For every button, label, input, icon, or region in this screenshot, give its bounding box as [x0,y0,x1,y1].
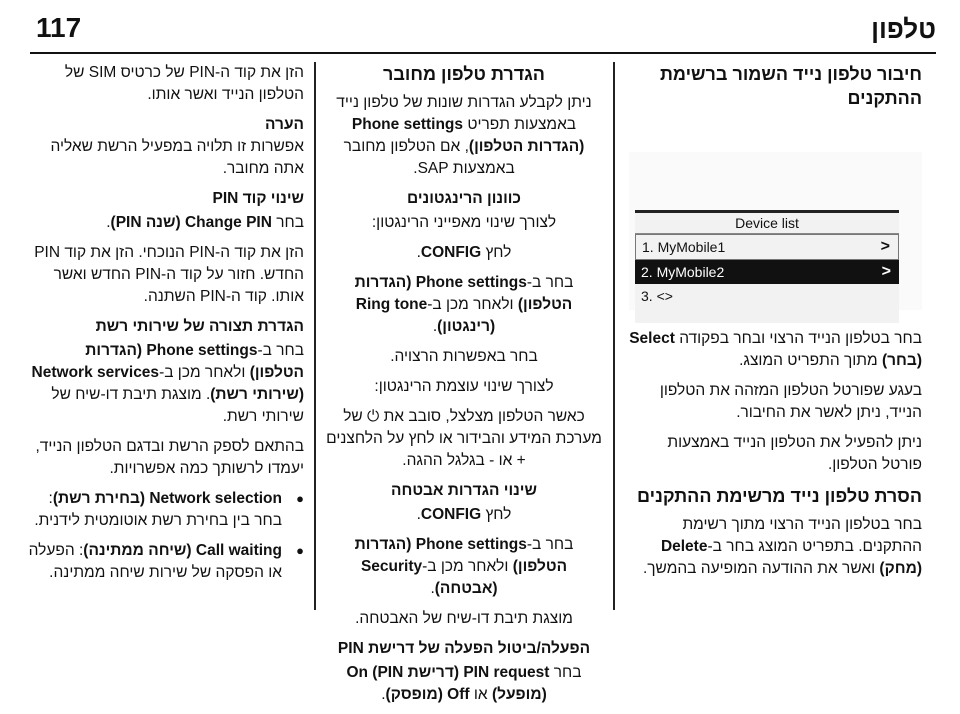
paragraph: בחר ב-Phone settings (הגדרות הטלפון) ולאחר מכן ב-Network services (שירותי רשת). מוצגת תיבת דו-שיח של שירותי רשת. [31,342,304,425]
paragraph: הזן את קוד ה-PIN הנוכחי. הזן את קוד PIN החדש. חזור על קוד ה-PIN החדש ואשר אותו. קוד ה-PIN השתנה. [34,244,304,305]
paragraph: בחר PIN request (דרישת PIN) On (מופעל) או Off (מופסק). [346,664,582,703]
device-list-screenshot [629,152,922,310]
bold-term: CONFIG [420,506,482,523]
bold-term: Security (אבטחה) [360,558,498,597]
page-header [0,0,960,56]
paragraph: בחר ב-Phone settings (הגדרות הטלפון) ולאחר מכן ב-Ring tone (רינגטון). [354,274,574,335]
bullet-item: ● Network selection (בחירת רשת): בחר בין בחירת רשת אוטומטית לידנית. [28,488,304,532]
subheading-ringtones: כוונון הרינגטונים [406,190,522,207]
bullet-item: ● Call waiting (שיחה ממתינה): הפעלה או הפסקה של שירות שיחה ממתינה. [28,540,304,584]
paragraph: לחץ CONFIG. [416,244,512,261]
paragraph: בחר ב-Phone settings (הגדרות הטלפון) ולאחר מכן ב-Security (אבטחה). [354,536,574,597]
subheading-pin-request: הפעלה/ביטול הפעלה של דרישת PIN [337,640,591,657]
paragraph: ניתן לקבלע הגדרות שונות של טלפון נייד באמצעות תפריט Phone settings (הגדרות הטלפון), אם הטלפון מחובר באמצעות SAP. [336,94,592,177]
bold-term: CONFIG [420,244,482,261]
paragraph: בהתאם לספק הרשת ובדגם הטלפון הנייד, יעמדו לרשותך כמה אפשרויות. [35,438,304,477]
bold-term: Network selection (בחירת רשת) [52,490,282,507]
right-column [615,62,922,588]
paragraph: בחר באפשרות הרצויה. [390,348,538,365]
bold-term: Phone settings (הגדרות הטלפון) [351,116,585,155]
header-rule [30,52,936,54]
subheading-security: שינוי הגדרות אבטחה [391,482,537,499]
bold-term: Network services (שירותי רשת) [31,364,304,403]
paragraph: בחר בטלפון הנייד הרצוי מתוך רשימת ההתקנים. בתפריט המוצג בחר ב-Delete (מחק) ואשר את ההודעה המופיעה בהמשך. [642,516,922,577]
paragraph: בעגע שפורטל הטלפון המזהה את הטלפון הנייד, ניתן לאשר את החיבור. [659,382,922,421]
chevron-right-icon: > [881,263,891,280]
bold-term: Change PIN (שנה PIN) [110,214,272,231]
paragraph: בחר Change PIN (שנה PIN). [106,214,304,231]
chevron-right-icon: > [880,238,890,255]
paragraph: ניתן להפעיל את הטלפון הנייד באמצעות פורטל הטלפון. [667,434,922,473]
paragraph: כאשר הטלפון מצלצל, סובב את ⏻ של מערכת המידע והבידור או לחץ על הלחצנים + או - בגלגל ההגה. [326,408,602,469]
paragraph: לחץ CONFIG. [416,506,512,523]
subheading-change-pin: שינוי קוד PIN [212,190,304,207]
paragraph: לצורך שינוי עוצמת הרינגטון: [374,378,554,395]
bold-term: Delete (מחק) [660,538,922,577]
bold-term: Off (מופסק) [385,686,470,703]
device-list-title: Device list [635,213,899,234]
device-list-item-label: 1. MyMobile1 [642,239,726,255]
device-list-item-selected [635,260,899,284]
note-heading: הערה [265,116,304,133]
device-list-item-label: 2. MyMobile2 [641,264,725,280]
left-column [28,62,314,592]
bold-term: Phone settings (הגדרות הטלפון) [354,274,573,313]
bold-term: PIN request (דרישת PIN) On (מופעל) [346,664,550,703]
subheading-network-services: הגדרת תצורה של שירותי רשת [95,318,304,335]
bold-term: Ring tone (רינגטון) [355,296,496,335]
section-heading-connect-saved-phone: חיבור טלפון נייד השמור ברשימת ההתקנים [660,64,922,108]
bold-term: Phone settings (הגדרות הטלפון) [85,342,304,381]
paragraph: לצורך שינוי מאפייני הרינגטון: [371,214,557,231]
paragraph: בחר בטלפון הנייד הרצוי ובחר בפקודה Select (בחר) מתוך התפריט המוצג. [629,330,922,369]
page-number: 117 [36,12,82,43]
device-list-screen [635,210,899,323]
paragraph: מוצגת תיבת דו-שיח של האבטחה. [355,610,573,627]
note-text: אפשרות זו תלויה במפעיל הרשת שאליה אתה מחובר. [50,138,304,177]
device-list-item [635,234,899,260]
page-title: טלפון [871,14,936,44]
bold-term: Phone settings (הגדרות הטלפון) [354,536,568,575]
bold-term: Call waiting (שיחה ממתינה) [83,542,282,559]
device-list-item-label: 3. <> [641,288,673,304]
section-heading-remove-phone: הסרת טלפון נייד מרשימת ההתקנים [637,486,922,506]
section-heading-connected-phone-settings: הגדרת טלפון מחובר [383,64,545,84]
device-list-item [635,284,899,308]
paragraph: הזן את קוד ה-PIN של כרטיס SIM של הטלפון הנייד ואשר אותו. [64,64,304,103]
middle-column [316,62,612,714]
bold-term: Select (בחר) [629,330,922,369]
